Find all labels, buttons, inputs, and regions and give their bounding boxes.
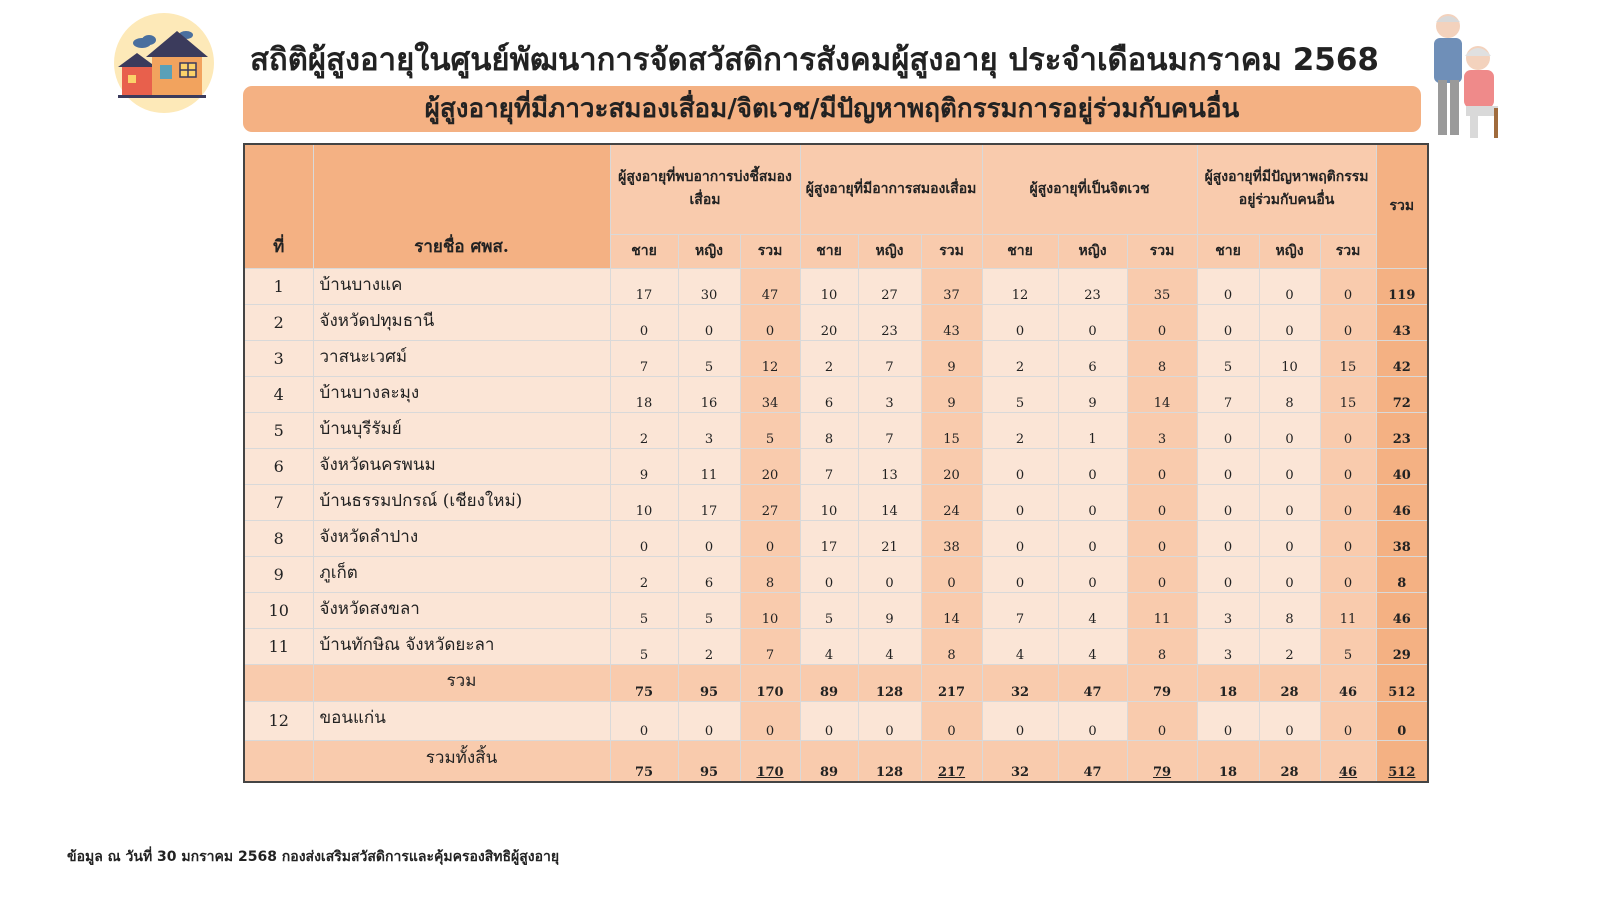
table-row	[244, 701, 1428, 740]
table-cell-center-name: ภูเก็ต	[313, 556, 610, 592]
table-cell-value: 8	[1127, 340, 1197, 376]
table-cell-value: 0	[1058, 448, 1127, 484]
table-row	[244, 376, 1428, 412]
group-header-psychiatric: ผู้สูงอายุที่เป็นจิตเวช	[982, 144, 1197, 234]
table-cell-value: 79	[1127, 664, 1197, 701]
table-subtitle-banner: ผู้สูงอายุที่มีภาวะสมองเสื่อม/จิตเวช/มีปัญหาพฤติกรรมการอยู่ร่วมกับคนอื่น	[243, 86, 1421, 132]
table-row	[244, 556, 1428, 592]
table-cell-value: 18	[610, 376, 678, 412]
table-cell-value: 0	[858, 701, 921, 740]
table-cell-value: 0	[1127, 701, 1197, 740]
table-cell-value: 8	[740, 556, 800, 592]
table-cell-row-total: 512	[1376, 664, 1428, 701]
table-cell-value: 0	[1197, 268, 1259, 304]
table-cell-value: 0	[982, 520, 1058, 556]
subheader-total: รวม	[921, 234, 982, 268]
table-row	[244, 412, 1428, 448]
table-cell-value: 10	[740, 592, 800, 628]
table-cell-value: 20	[921, 448, 982, 484]
table-cell-center-name: จังหวัดปทุมธานี	[313, 304, 610, 340]
table-cell-value: 0	[1127, 304, 1197, 340]
table-cell-value: 10	[610, 484, 678, 520]
column-header-no: ที่	[244, 144, 313, 268]
table-cell-value: 0	[1259, 304, 1320, 340]
table-cell-value: 3	[1197, 628, 1259, 664]
table-cell-value: 0	[921, 701, 982, 740]
table-cell-value: 0	[1259, 701, 1320, 740]
table-cell-value: 23	[1058, 268, 1127, 304]
table-cell-value	[921, 740, 982, 782]
table-cell-value: 0	[982, 484, 1058, 520]
table-cell-value: 2	[610, 556, 678, 592]
table-row	[244, 304, 1428, 340]
table-cell-value: 0	[1320, 556, 1376, 592]
table-cell-value: 5	[982, 376, 1058, 412]
table-cell-value: 0	[1058, 484, 1127, 520]
table-cell-row-total: 46	[1376, 592, 1428, 628]
table-cell-value: 21	[858, 520, 921, 556]
table-cell-value: 27	[740, 484, 800, 520]
table-cell-value: 14	[858, 484, 921, 520]
table-cell-value: 2	[1259, 628, 1320, 664]
table-cell-value: 17	[800, 520, 858, 556]
table-cell-row-total: 43	[1376, 304, 1428, 340]
table-cell-value: 30	[678, 268, 740, 304]
subheader-female: หญิง	[678, 234, 740, 268]
table-cell-value: 15	[1320, 376, 1376, 412]
table-cell-value: 46	[1320, 664, 1376, 701]
table-cell-value: 0	[982, 448, 1058, 484]
table-cell-value: 0	[678, 520, 740, 556]
table-cell-value: 0	[982, 304, 1058, 340]
table-cell-center-name: วาสนะเวศม์	[313, 340, 610, 376]
table-cell-value	[1320, 740, 1376, 782]
table-cell-no: 9	[244, 556, 313, 592]
subtotal-row	[244, 664, 1428, 701]
table-cell-value: 89	[800, 740, 858, 782]
table-cell-value: 1	[1058, 412, 1127, 448]
table-cell-value: 0	[982, 556, 1058, 592]
table-cell-value: 12	[982, 268, 1058, 304]
table-cell-value: 7	[740, 628, 800, 664]
table-cell-value: 95	[678, 740, 740, 782]
table-cell-value: 7	[982, 592, 1058, 628]
table-cell-value: 0	[1197, 484, 1259, 520]
table-cell-value: 14	[921, 592, 982, 628]
table-cell-value: 75	[610, 740, 678, 782]
table-cell-row-total: 23	[1376, 412, 1428, 448]
table-cell-value: 0	[1259, 448, 1320, 484]
elderly-couple-illustration	[1420, 8, 1510, 143]
table-cell-value: 15	[1320, 340, 1376, 376]
table-cell-value: 0	[1320, 304, 1376, 340]
table-cell-value: 0	[1320, 484, 1376, 520]
table-cell-value: 0	[740, 520, 800, 556]
table-cell-value: 0	[1127, 448, 1197, 484]
table-cell-value: 15	[921, 412, 982, 448]
table-cell-no: 7	[244, 484, 313, 520]
table-cell-value: 2	[982, 340, 1058, 376]
house-logo	[114, 13, 214, 113]
table-cell-no: 4	[244, 376, 313, 412]
table-cell-value: 0	[678, 701, 740, 740]
table-cell-value: 0	[1058, 701, 1127, 740]
table-cell-value: 7	[858, 412, 921, 448]
table-cell-row-total: 42	[1376, 340, 1428, 376]
table-cell-value: 0	[1320, 268, 1376, 304]
table-cell-value: 14	[1127, 376, 1197, 412]
table-row	[244, 268, 1428, 304]
table-cell-value: 8	[1259, 376, 1320, 412]
table-cell-value: 9	[921, 340, 982, 376]
table-cell-value: 7	[1197, 376, 1259, 412]
subheader-male: ชาย	[610, 234, 678, 268]
subheader-male: ชาย	[800, 234, 858, 268]
table-cell-value: 170	[740, 664, 800, 701]
table-cell-value: 17	[678, 484, 740, 520]
table-cell-value: 17	[610, 268, 678, 304]
table-cell-row-total: 46	[1376, 484, 1428, 520]
table-cell-blank	[244, 740, 313, 782]
table-cell-value: 0	[921, 556, 982, 592]
table-cell-center-name: บ้านทักษิณ จังหวัดยะลา	[313, 628, 610, 664]
table-cell-value: 4	[800, 628, 858, 664]
cell-value-text: 170	[756, 764, 784, 780]
table-cell-value: 16	[678, 376, 740, 412]
table-cell-value: 0	[1259, 484, 1320, 520]
cell-value-text: 217	[937, 764, 966, 780]
table-cell-value: 0	[610, 701, 678, 740]
table-cell-value: 0	[740, 304, 800, 340]
table-cell-center-name: บ้านธรรมปกรณ์ (เชียงใหม่)	[313, 484, 610, 520]
summary-label: รวม	[313, 664, 610, 701]
table-cell-value: 32	[982, 740, 1058, 782]
table-cell-value: 0	[1197, 304, 1259, 340]
cell-value-text: 79	[1152, 764, 1172, 780]
subheader-male: ชาย	[982, 234, 1058, 268]
table-cell-no: 10	[244, 592, 313, 628]
table-cell-value: 4	[858, 628, 921, 664]
table-cell-value: 3	[858, 376, 921, 412]
table-cell-value: 0	[1320, 412, 1376, 448]
table-cell-value: 5	[800, 592, 858, 628]
table-cell-value: 9	[610, 448, 678, 484]
table-cell-value: 27	[858, 268, 921, 304]
table-cell-value: 3	[1197, 592, 1259, 628]
table-cell-center-name: บ้านบางละมุง	[313, 376, 610, 412]
table-cell-value: 8	[921, 628, 982, 664]
table-cell-row-total	[1376, 740, 1428, 782]
table-cell-value: 6	[800, 376, 858, 412]
table-cell-value: 12	[740, 340, 800, 376]
table-cell-center-name: บ้านบุรีรัมย์	[313, 412, 610, 448]
group-header-dementia-signs: ผู้สูงอายุที่พบอาการบ่งชี้สมองเสื่อม	[610, 144, 800, 234]
table-cell-value: 13	[858, 448, 921, 484]
table-cell-value: 47	[740, 268, 800, 304]
table-row	[244, 448, 1428, 484]
group-header-behavior: ผู้สูงอายุที่มีปัญหาพฤติกรรมอยู่ร่วมกับคนอื่น	[1197, 144, 1376, 234]
table-cell-value: 10	[1259, 340, 1320, 376]
table-cell-value: 7	[610, 340, 678, 376]
table-cell-value: 35	[1127, 268, 1197, 304]
table-cell-no: 1	[244, 268, 313, 304]
table-cell-value: 8	[1259, 592, 1320, 628]
table-cell-value: 0	[1259, 412, 1320, 448]
table-cell-row-total: 119	[1376, 268, 1428, 304]
table-cell-value: 5	[610, 628, 678, 664]
table-cell-value: 11	[1127, 592, 1197, 628]
table-cell-value: 0	[1259, 268, 1320, 304]
table-cell-value: 9	[858, 592, 921, 628]
table-cell-value: 34	[740, 376, 800, 412]
page-title: สถิติผู้สูงอายุในศูนย์พัฒนาการจัดสวัสดิการสังคมผู้สูงอายุ ประจำเดือนมกราคม 2568	[250, 42, 1379, 78]
table-cell-value: 4	[1058, 628, 1127, 664]
table-cell-value: 0	[800, 701, 858, 740]
table-cell-value: 0	[1058, 556, 1127, 592]
table-cell-value: 2	[678, 628, 740, 664]
table-cell-value: 38	[921, 520, 982, 556]
subheader-female: หญิง	[1058, 234, 1127, 268]
table-cell-no: 5	[244, 412, 313, 448]
table-cell-value: 95	[678, 664, 740, 701]
table-cell-value: 0	[1197, 701, 1259, 740]
table-cell-value: 7	[800, 448, 858, 484]
table-cell-value: 8	[1127, 628, 1197, 664]
table-cell-value: 0	[1320, 701, 1376, 740]
table-cell-value: 32	[982, 664, 1058, 701]
table-cell-value: 4	[1058, 592, 1127, 628]
statistics-table	[243, 143, 1429, 783]
table-cell-blank	[244, 664, 313, 701]
table-cell-row-total: 8	[1376, 556, 1428, 592]
table-cell-value: 11	[1320, 592, 1376, 628]
grand-total-row	[244, 740, 1428, 782]
table-cell-value: 0	[610, 304, 678, 340]
column-header-total: รวม	[1376, 144, 1428, 268]
table-cell-value: 6	[1058, 340, 1127, 376]
table-cell-value	[1127, 740, 1197, 782]
table-cell-value: 0	[1197, 520, 1259, 556]
table-cell-no: 8	[244, 520, 313, 556]
table-cell-center-name: ขอนแก่น	[313, 701, 610, 740]
table-cell-value: 0	[982, 701, 1058, 740]
table-cell-no: 3	[244, 340, 313, 376]
table-cell-no: 11	[244, 628, 313, 664]
table-cell-value: 75	[610, 664, 678, 701]
table-cell-value: 5	[678, 340, 740, 376]
table-cell-value: 20	[800, 304, 858, 340]
table-cell-value: 6	[678, 556, 740, 592]
subheader-total: รวม	[740, 234, 800, 268]
footer-source-note: ข้อมูล ณ วันที่ 30 มกราคม 2568 กองส่งเสริมสวัสดิการและคุ้มครองสิทธิผู้สูงอายุ	[67, 849, 560, 865]
table-cell-value: 89	[800, 664, 858, 701]
table-cell-value: 2	[800, 340, 858, 376]
table-cell-value: 2	[982, 412, 1058, 448]
table-cell-value: 24	[921, 484, 982, 520]
cell-value-text: 46	[1339, 764, 1358, 780]
table-cell-row-total: 38	[1376, 520, 1428, 556]
table-cell-value: 11	[678, 448, 740, 484]
group-header-dementia: ผู้สูงอายุที่มีอาการสมองเสื่อม	[800, 144, 982, 234]
table-cell-center-name: จังหวัดนครพนม	[313, 448, 610, 484]
subheader-female: หญิง	[1259, 234, 1320, 268]
table-cell-value: 10	[800, 484, 858, 520]
table-cell-value: 128	[858, 664, 921, 701]
table-cell-no: 2	[244, 304, 313, 340]
table-cell-value: 0	[1259, 520, 1320, 556]
table-cell-value: 10	[800, 268, 858, 304]
table-row	[244, 628, 1428, 664]
table-cell-value: 43	[921, 304, 982, 340]
table-cell-value: 0	[1197, 556, 1259, 592]
table-cell-value: 0	[858, 556, 921, 592]
table-cell-value: 3	[678, 412, 740, 448]
summary-label: รวมทั้งสิ้น	[313, 740, 610, 782]
table-cell-value: 9	[921, 376, 982, 412]
table-cell-value: 5	[740, 412, 800, 448]
table-cell-value: 0	[1197, 412, 1259, 448]
table-cell-value: 20	[740, 448, 800, 484]
subheader-total: รวม	[1320, 234, 1376, 268]
cell-value-text: 512	[1388, 764, 1416, 780]
table-cell-value: 37	[921, 268, 982, 304]
table-cell-value: 0	[1127, 484, 1197, 520]
table-cell-value: 0	[1320, 520, 1376, 556]
table-row	[244, 340, 1428, 376]
table-cell-no: 12	[244, 701, 313, 740]
table-cell-row-total: 72	[1376, 376, 1428, 412]
table-cell-value: 0	[1058, 304, 1127, 340]
table-cell-row-total: 40	[1376, 448, 1428, 484]
table-cell-value: 0	[1320, 448, 1376, 484]
table-cell-value: 0	[800, 556, 858, 592]
table-cell-value: 0	[740, 701, 800, 740]
table-cell-value: 0	[1197, 448, 1259, 484]
table-cell-center-name: จังหวัดสงขลา	[313, 592, 610, 628]
table-cell-value: 7	[858, 340, 921, 376]
table-cell-row-total: 29	[1376, 628, 1428, 664]
table-cell-value: 4	[982, 628, 1058, 664]
table-cell-value: 0	[1259, 556, 1320, 592]
column-header-name: รายชื่อ ศพส.	[313, 144, 610, 268]
table-cell-value: 217	[921, 664, 982, 701]
table-cell-value: 5	[610, 592, 678, 628]
table-cell-value: 0	[1127, 556, 1197, 592]
table-cell-value: 9	[1058, 376, 1127, 412]
table-cell-value: 47	[1058, 740, 1127, 782]
table-cell-center-name: จังหวัดลำปาง	[313, 520, 610, 556]
table-cell-value: 5	[1197, 340, 1259, 376]
table-cell-value: 47	[1058, 664, 1127, 701]
table-cell-value: 3	[1127, 412, 1197, 448]
table-cell-value: 23	[858, 304, 921, 340]
table-cell-value: 0	[678, 304, 740, 340]
table-cell-value: 5	[1320, 628, 1376, 664]
table-cell-no: 6	[244, 448, 313, 484]
table-cell-value: 8	[800, 412, 858, 448]
table-cell-value: 128	[858, 740, 921, 782]
table-cell-value	[740, 740, 800, 782]
table-cell-row-total: 0	[1376, 701, 1428, 740]
table-cell-value: 5	[678, 592, 740, 628]
table-cell-value: 18	[1197, 740, 1259, 782]
table-cell-value: 0	[610, 520, 678, 556]
table-cell-value: 28	[1259, 740, 1320, 782]
table-cell-value: 28	[1259, 664, 1320, 701]
table-row	[244, 484, 1428, 520]
table-cell-value: 18	[1197, 664, 1259, 701]
subheader-male: ชาย	[1197, 234, 1259, 268]
table-row	[244, 520, 1428, 556]
table-cell-value: 0	[1058, 520, 1127, 556]
table-cell-center-name: บ้านบางแค	[313, 268, 610, 304]
table-cell-value: 2	[610, 412, 678, 448]
table-row	[244, 592, 1428, 628]
table-cell-value: 0	[1127, 520, 1197, 556]
subheader-female: หญิง	[858, 234, 921, 268]
subheader-total: รวม	[1127, 234, 1197, 268]
